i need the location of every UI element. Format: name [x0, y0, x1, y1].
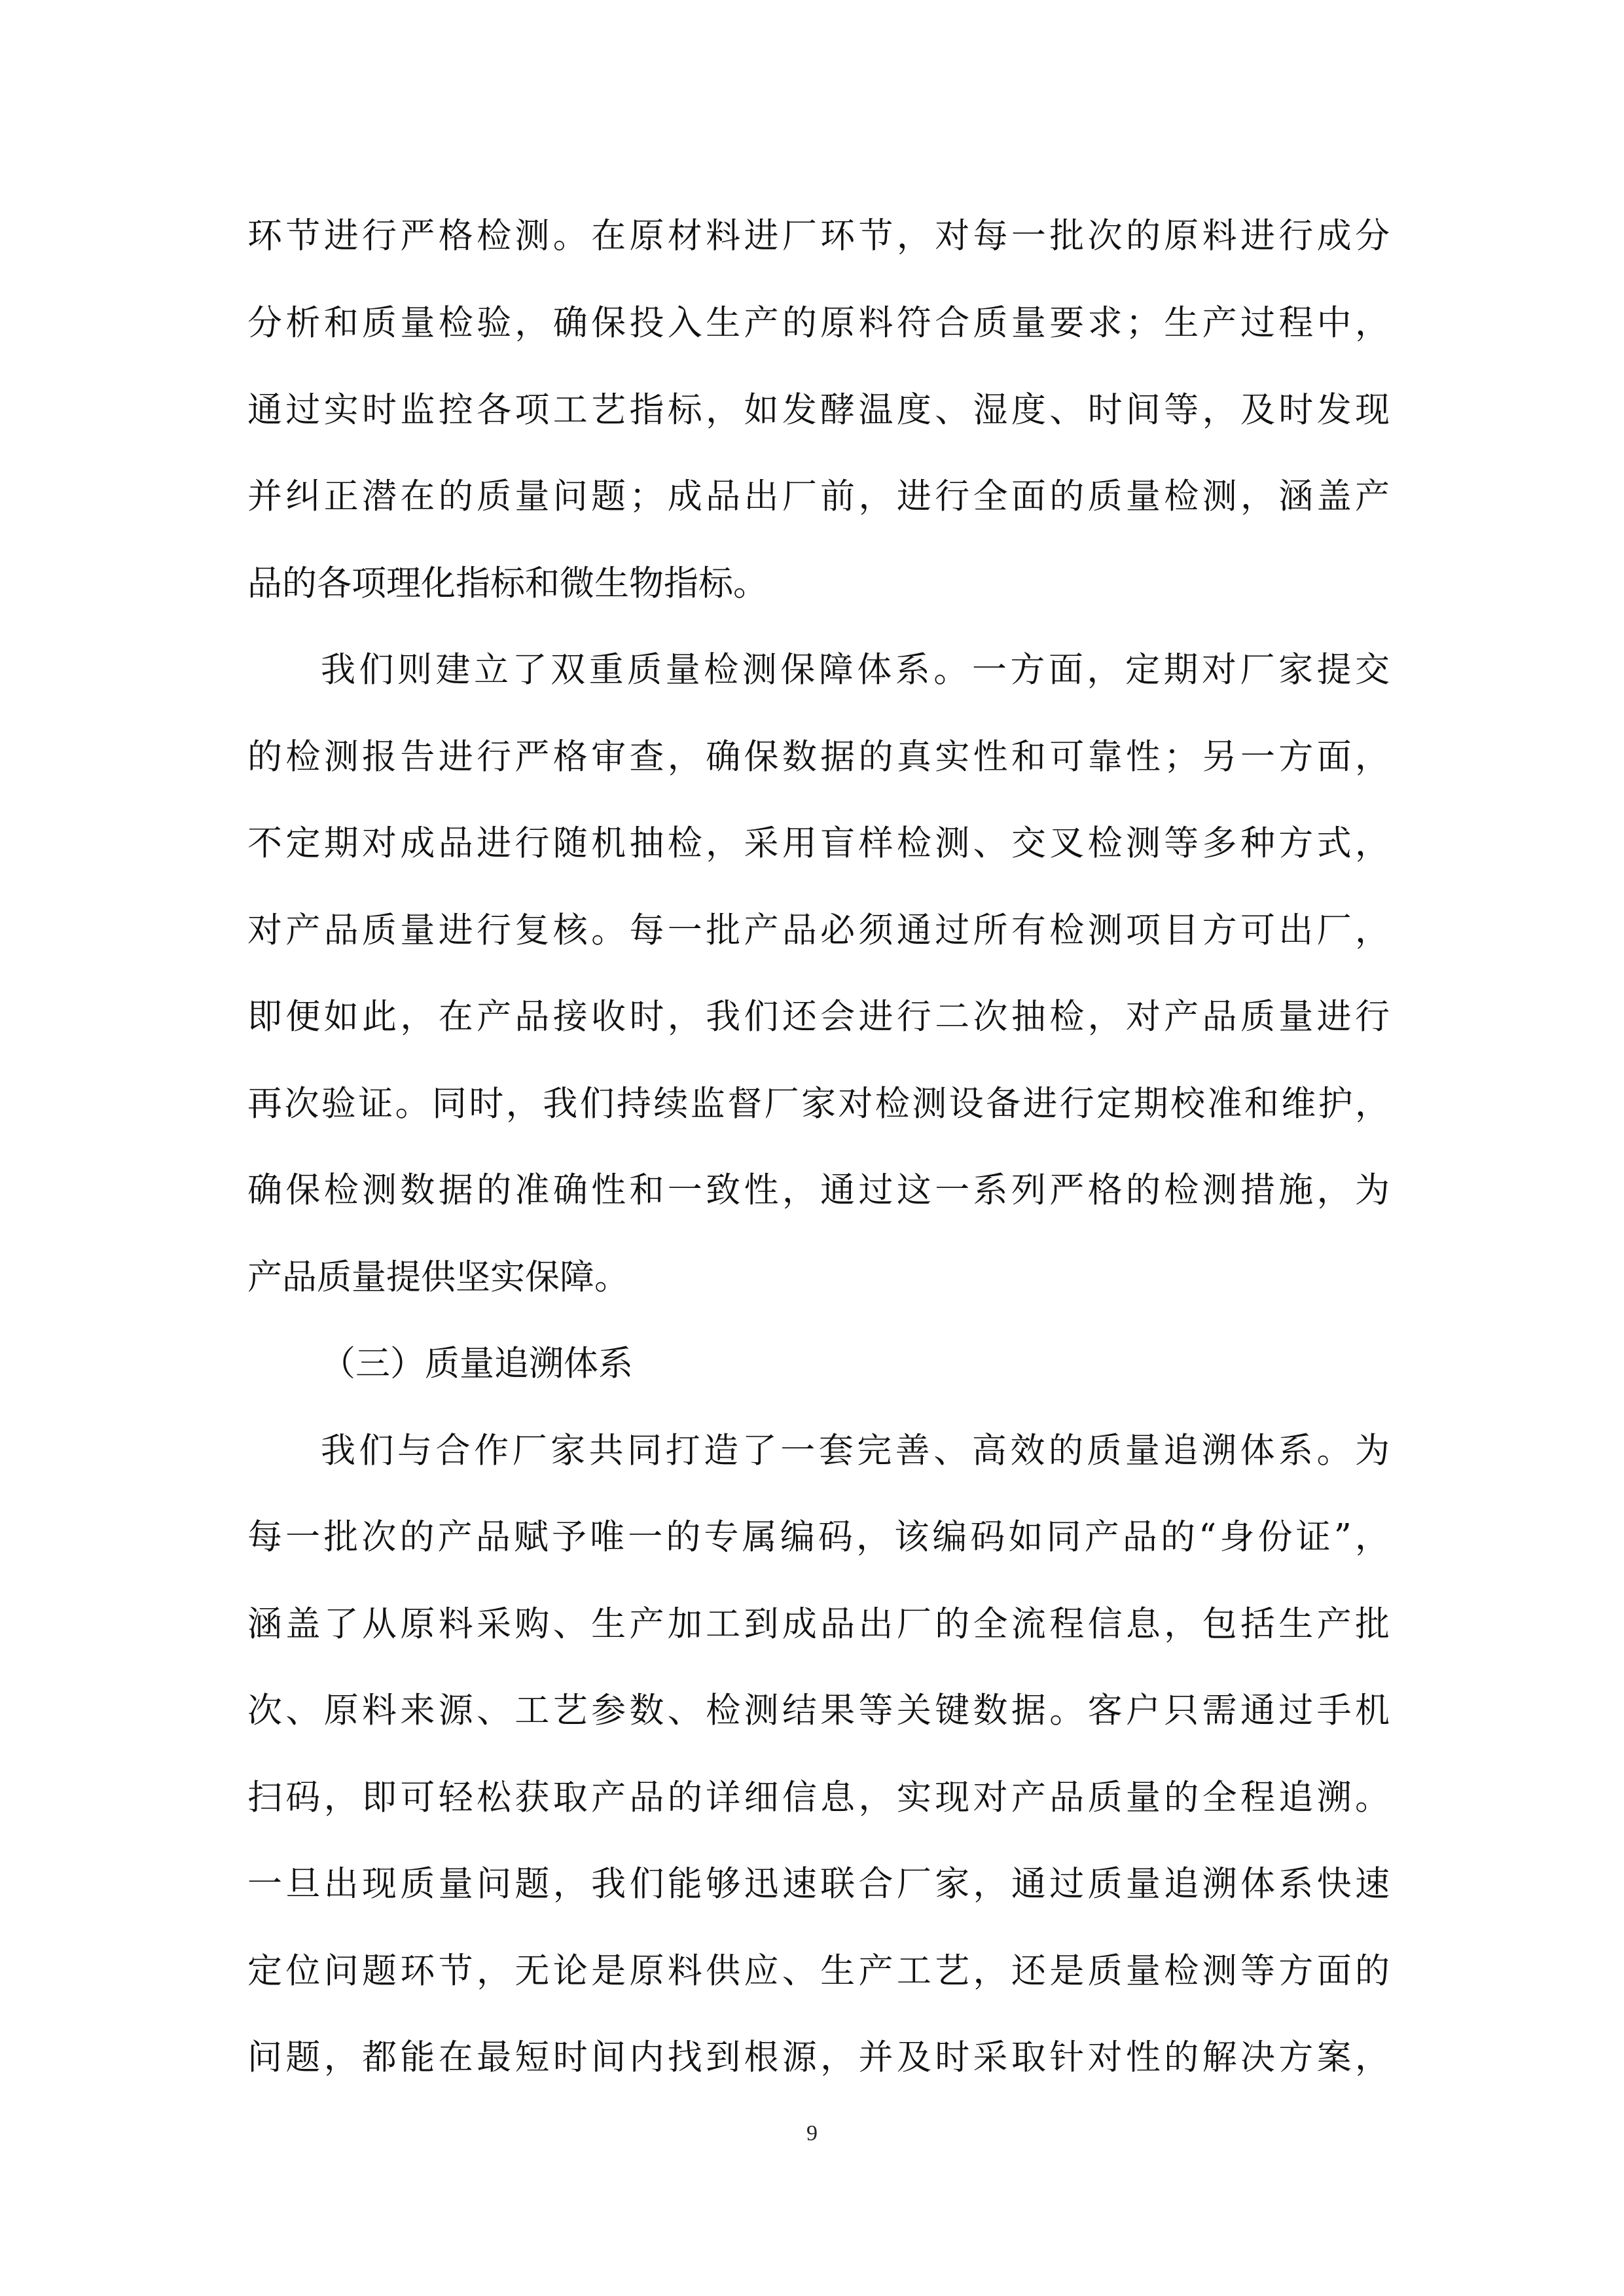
- text-line: 再次验证。同时，我们持续监督厂家对检测设备进行定期校准和维护，: [247, 1084, 1390, 1124]
- text-line: 产品质量提供坚实保障。: [247, 1257, 629, 1297]
- text-line: 涵盖了从原料采购、生产加工到成品出厂的全流程信息，包括生产批: [247, 1604, 1390, 1644]
- section-heading: （三）质量追溯体系: [321, 1344, 633, 1384]
- text-line: 每一批次的产品赋予唯一的专属编码，该编码如同产品的“身份证”，: [247, 1517, 1390, 1557]
- page-number: 9: [806, 2121, 818, 2145]
- text-line: 的检测报告进行严格审查，确保数据的真实性和可靠性；另一方面，: [247, 737, 1390, 777]
- text-line: 确保检测数据的准确性和一致性，通过这一系列严格的检测措施，为: [247, 1170, 1390, 1210]
- text-line: 我们则建立了双重质量检测保障体系。一方面，定期对厂家提交: [321, 650, 1390, 690]
- text-line: 分析和质量检验，确保投入生产的原料符合质量要求；生产过程中，: [247, 303, 1390, 343]
- text-line: 我们与合作厂家共同打造了一套完善、高效的质量追溯体系。为: [321, 1431, 1390, 1471]
- text-line: 并纠正潜在的质量问题；成品出厂前，进行全面的质量检测，涵盖产: [247, 476, 1390, 516]
- text-line: 次、原料来源、工艺参数、检测结果等关键数据。客户只需通过手机: [247, 1691, 1390, 1731]
- text-line: 不定期对成品进行随机抽检，采用盲样检测、交叉检测等多种方式，: [247, 823, 1390, 863]
- text-line: 环节进行严格检测。在原材料进厂环节，对每一批次的原料进行成分: [247, 216, 1390, 256]
- text-line: 问题，都能在最短时间内找到根源，并及时采取针对性的解决方案，: [247, 2037, 1390, 2077]
- text-line: 一旦出现质量问题，我们能够迅速联合厂家，通过质量追溯体系快速: [247, 1864, 1390, 1904]
- text-line: 即便如此，在产品接收时，我们还会进行二次抽检，对产品质量进行: [247, 997, 1390, 1037]
- text-line: 定位问题环节，无论是原料供应、生产工艺，还是质量检测等方面的: [247, 1951, 1390, 1991]
- text-line: 扫码，即可轻松获取产品的详细信息，实现对产品质量的全程追溯。: [247, 1778, 1390, 1818]
- text-line: 对产品质量进行复核。每一批产品必须通过所有检测项目方可出厂，: [247, 910, 1390, 950]
- text-line: 通过实时监控各项工艺指标，如发酵温度、湿度、时间等，及时发现: [247, 390, 1390, 430]
- text-line: 品的各项理化指标和微生物指标。: [247, 564, 768, 603]
